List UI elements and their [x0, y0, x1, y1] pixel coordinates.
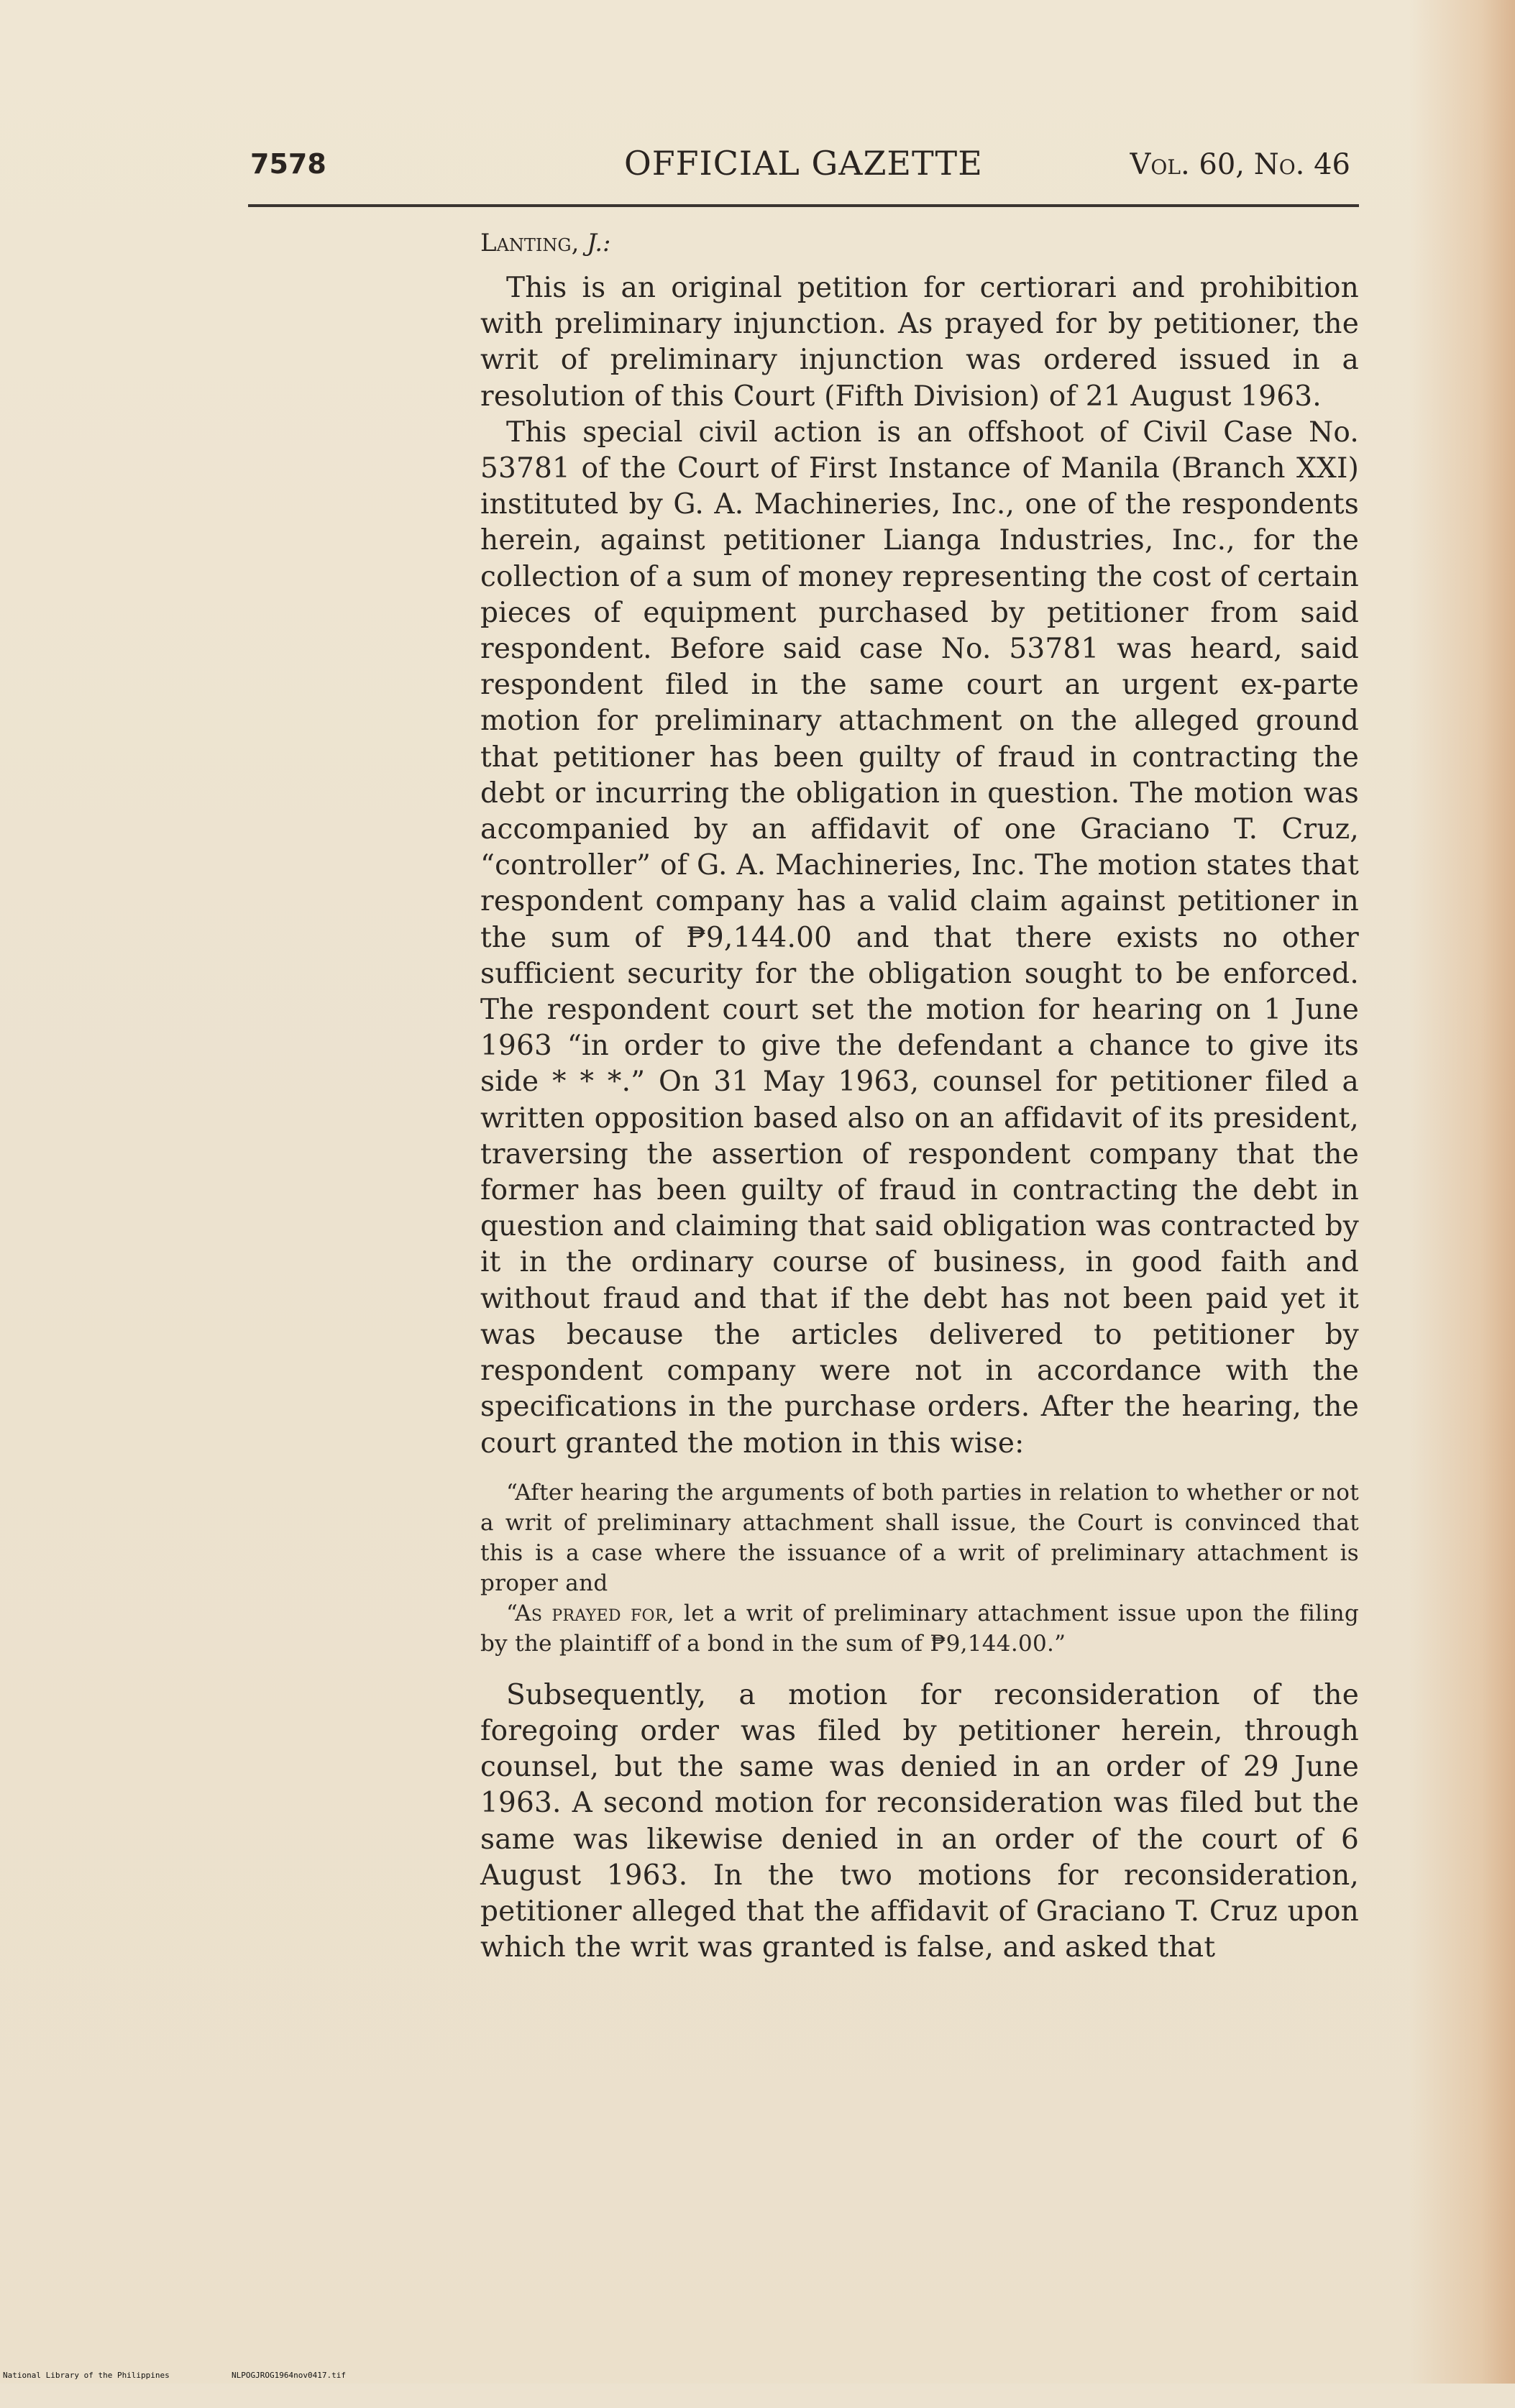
- paragraph-1: This is an original petition for certiorari and prohibition with preliminary injunction. As prayed for by petitioner, the writ of preliminary injunction was ordered issued in a resolution of this Court (Fifth Division) of 21 August 1963.: [480, 272, 1359, 413]
- paragraph-3: Subsequently, a motion for reconsideration of the foregoing order was filed by petitioner herein, through counsel, but the same was denied in an order of 29 June 1963. A second motion for reconsideration was filed but the same was likewise denied in an order of the court of 6 August 1963. In the two motions for reconsideration, petitioner alleged that the affidavit of Graciano T. Cruz upon which the writ was granted is false, and asked that: [480, 1678, 1359, 1964]
- scan-footer: [3, 2371, 346, 2408]
- quote-2: [480, 1598, 1359, 1659]
- quote-2-rest: let a writ of preliminary attachment issue upon the filing by the plaintiff of a bond in the sum of ₱9,144.00.”: [480, 1600, 1359, 1657]
- footer-file: NLPOGJROG1964nov0417.tif: [232, 2371, 346, 2380]
- page-number: 7578: [250, 148, 326, 180]
- volume-issue: Vol. 60, No. 46: [1130, 148, 1350, 181]
- quote-2-lead: “As prayed for,: [506, 1600, 674, 1626]
- quote-1: “After hearing the arguments of both parties in relation to whether or not a writ of preliminary attachment shall issue, the Court is convinced that this is a case where the issuance of a writ of preliminary attachment is proper and: [480, 1479, 1359, 1596]
- author-suffix: J.:: [587, 229, 611, 257]
- page-header: [250, 144, 1350, 194]
- paragraph-2: This special civil action is an offshoot of Civil Case No. 53781 of the Court of First Instance of Manila (Branch XXI) instituted by G. A. Machineries, Inc., one of the respondents herein, against petitioner Lianga Industries, Inc., for the collection of a sum of money representing the cost of certain pieces of equipment purchased by petitioner from said respondent. Before said case No. 53781 was heard, said respondent filed in the same court an urgent ex-parte motion for preliminary attachment on the alleged ground that petitioner has been guilty of fraud in contracting the debt or incurring the obligation in question. The motion was accompanied by an affidavit of one Graciano T. Cruz, “controller” of G. A. Machineries, Inc. The motion states that respondent company has a valid claim against petitioner in the sum of ₱9,144.00 and that there exists no other sufficient security for the obligation sought to be enforced. The respondent court set the motion for hearing on 1 June 1963 “in order to give the defendant a chance to give its side * * *.” On 31 May 1963, counsel for petitioner filed a written opposition based also on an affidavit of its president, traversing the assertion of respondent company that the former has been guilty of fraud in contracting the debt in question and claiming that said obligation was contracted by it in the ordinary course of business, in good faith and without fraud and that if the debt has not been paid yet it was because the articles delivered to petitioner by respondent company were not in accordance with the specifications in the purchase orders. After the hearing, the court granted the motion in this wise:: [480, 416, 1359, 1460]
- header-rule: [248, 204, 1359, 207]
- author-line: [480, 229, 1359, 257]
- quoted-order: [480, 1478, 1359, 1659]
- publication-title: OFFICIAL GAZETTE: [624, 144, 983, 183]
- footer-library: National Library of the Philippines: [3, 2371, 170, 2380]
- author-name: Lanting,: [480, 229, 580, 257]
- article-body: [480, 229, 1359, 1966]
